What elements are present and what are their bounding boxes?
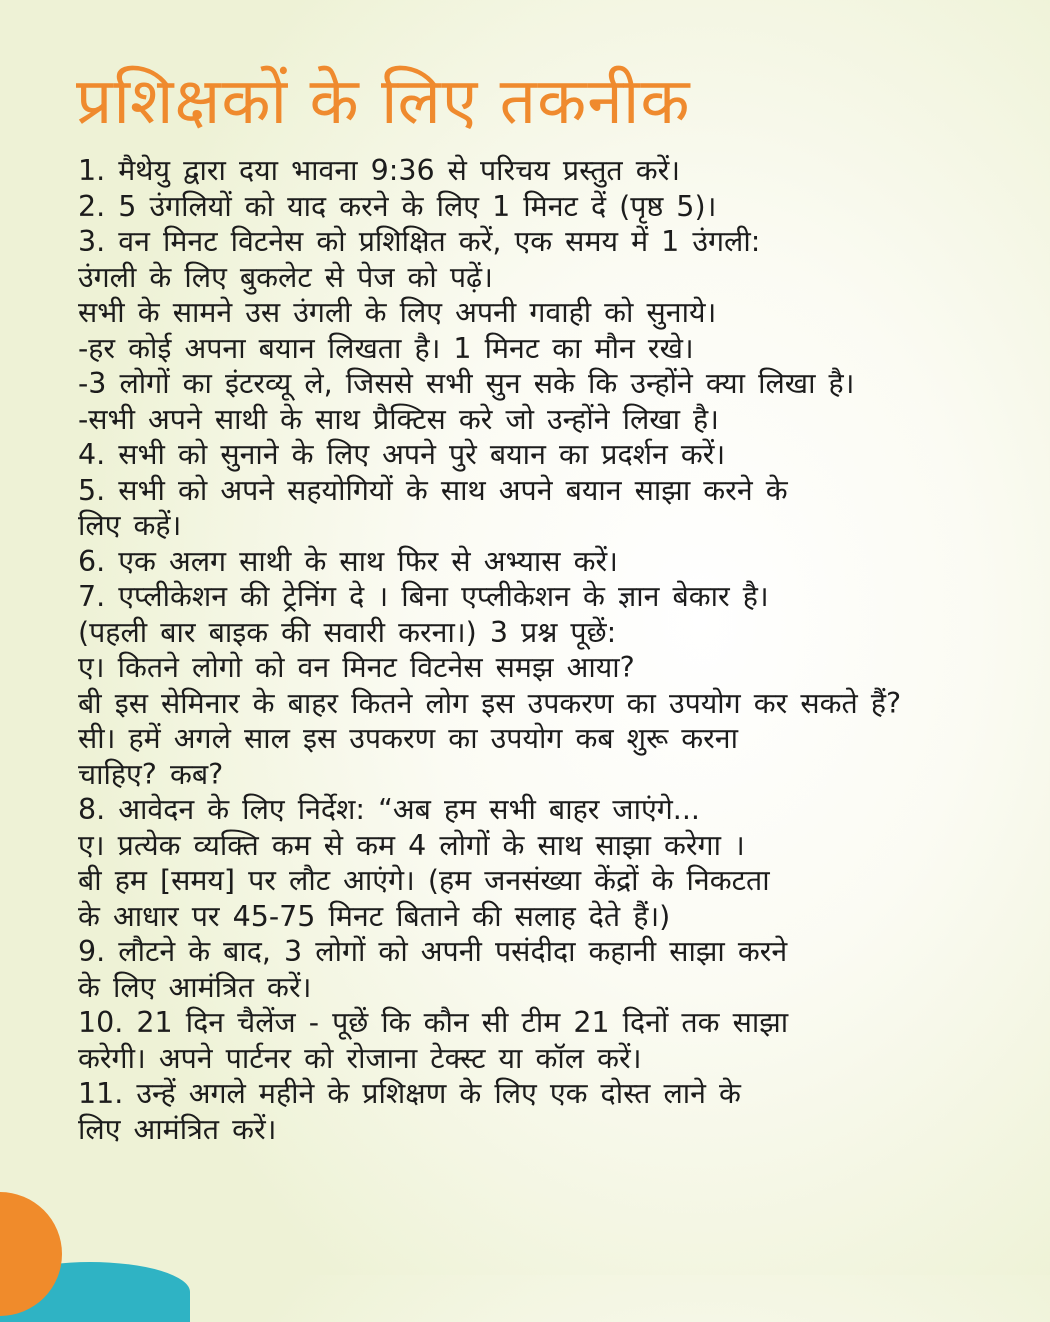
text-line: लिए आमंत्रित करें।	[78, 1112, 277, 1146]
text-line: 8. आवेदन के लिए निर्देश: “अब हम सभी बाहर जाएंगे...	[78, 793, 700, 826]
text-line: 6. एक अलग साथी के साथ फिर से अभ्यास करें।	[78, 544, 618, 578]
text-line: ए। कितने लोगो को वन मिनट विटनेस समझ आया?	[78, 651, 635, 684]
text-line: 2. 5 उंगलियों को याद करने के लिए 1 मिनट दें (पृष्ठ 5)।	[78, 189, 717, 223]
page-title: प्रशिक्षकों के लिए तकनीक	[76, 65, 691, 139]
text-line: के आधार पर 45-75 मिनट बिताने की सलाह देते हैं।)	[78, 899, 671, 933]
text-line: (पहली बार बाइक की सवारी करना।) 3 प्रश्न पूछें:	[78, 615, 617, 649]
instruction-list	[78, 153, 978, 1147]
text-line: 5. सभी को अपने सहयोगियों के साथ अपने बयान साझा करने के	[78, 473, 788, 507]
text-line: 7. एप्लीकेशन की ट्रेनिंग दे । बिना एप्लीकेशन के ज्ञान बेकार है।	[78, 580, 769, 613]
text-line: करेगी। अपने पार्टनर को रोजाना टेक्स्ट या कॉल करें।	[78, 1041, 642, 1075]
text-line: बी इस सेमिनार के बाहर कितने लोग इस उपकरण का उपयोग कर सकते हैं?	[78, 686, 902, 720]
text-line: बी हम [समय] पर लौट आएंगे। (हम जनसंख्या केंद्रों के निकटता	[78, 864, 770, 897]
text-line: 1. मैथेयु द्वारा दया भावना 9:36 से परिचय प्रस्तुत करें।	[78, 154, 681, 187]
text-line: लिए कहें।	[78, 509, 182, 542]
text-line: 4. सभी को सुनाने के लिए अपने पुरे बयान का प्रदर्शन करें।	[78, 438, 726, 471]
text-line: -सभी अपने साथी के साथ प्रैक्टिस करे जो उन्होंने लिखा है।	[78, 402, 719, 436]
text-line: -हर कोई अपना बयान लिखता है। 1 मिनट का मौन रखे।	[78, 331, 694, 365]
text-line: सी। हमें अगले साल इस उपकरण का उपयोग कब शुरू करना	[78, 722, 739, 755]
text-line: 10. 21 दिन चैलेंज - पूछें कि कौन सी टीम 21 दिनों तक साझा	[78, 1006, 789, 1039]
text-line: 9. लौटने के बाद, 3 लोगों को अपनी पसंदीदा कहानी साझा करने	[78, 935, 788, 968]
text-line: के लिए आमंत्रित करें।	[78, 970, 312, 1004]
text-line: ए। प्रत्येक व्यक्ति कम से कम 4 लोगों के साथ साझा करेगा ।	[78, 828, 745, 862]
text-line: 11. उन्हें अगले महीने के प्रशिक्षण के लिए एक दोस्त लाने के	[78, 1077, 741, 1110]
text-line: उंगली के लिए बुकलेट से पेज को पढ़ें।	[78, 260, 493, 294]
text-line: चाहिए? कब?	[78, 757, 224, 791]
text-line: 3. वन मिनट विटनेस को प्रशिक्षित करें, एक समय में 1 उंगली:	[78, 225, 761, 258]
text-line: -3 लोगों का इंटरव्यू ले, जिससे सभी सुन सके कि उन्होंने क्या लिखा है।	[78, 367, 855, 400]
text-line: सभी के सामने उस उंगली के लिए अपनी गवाही को सुनाये।	[78, 296, 717, 329]
